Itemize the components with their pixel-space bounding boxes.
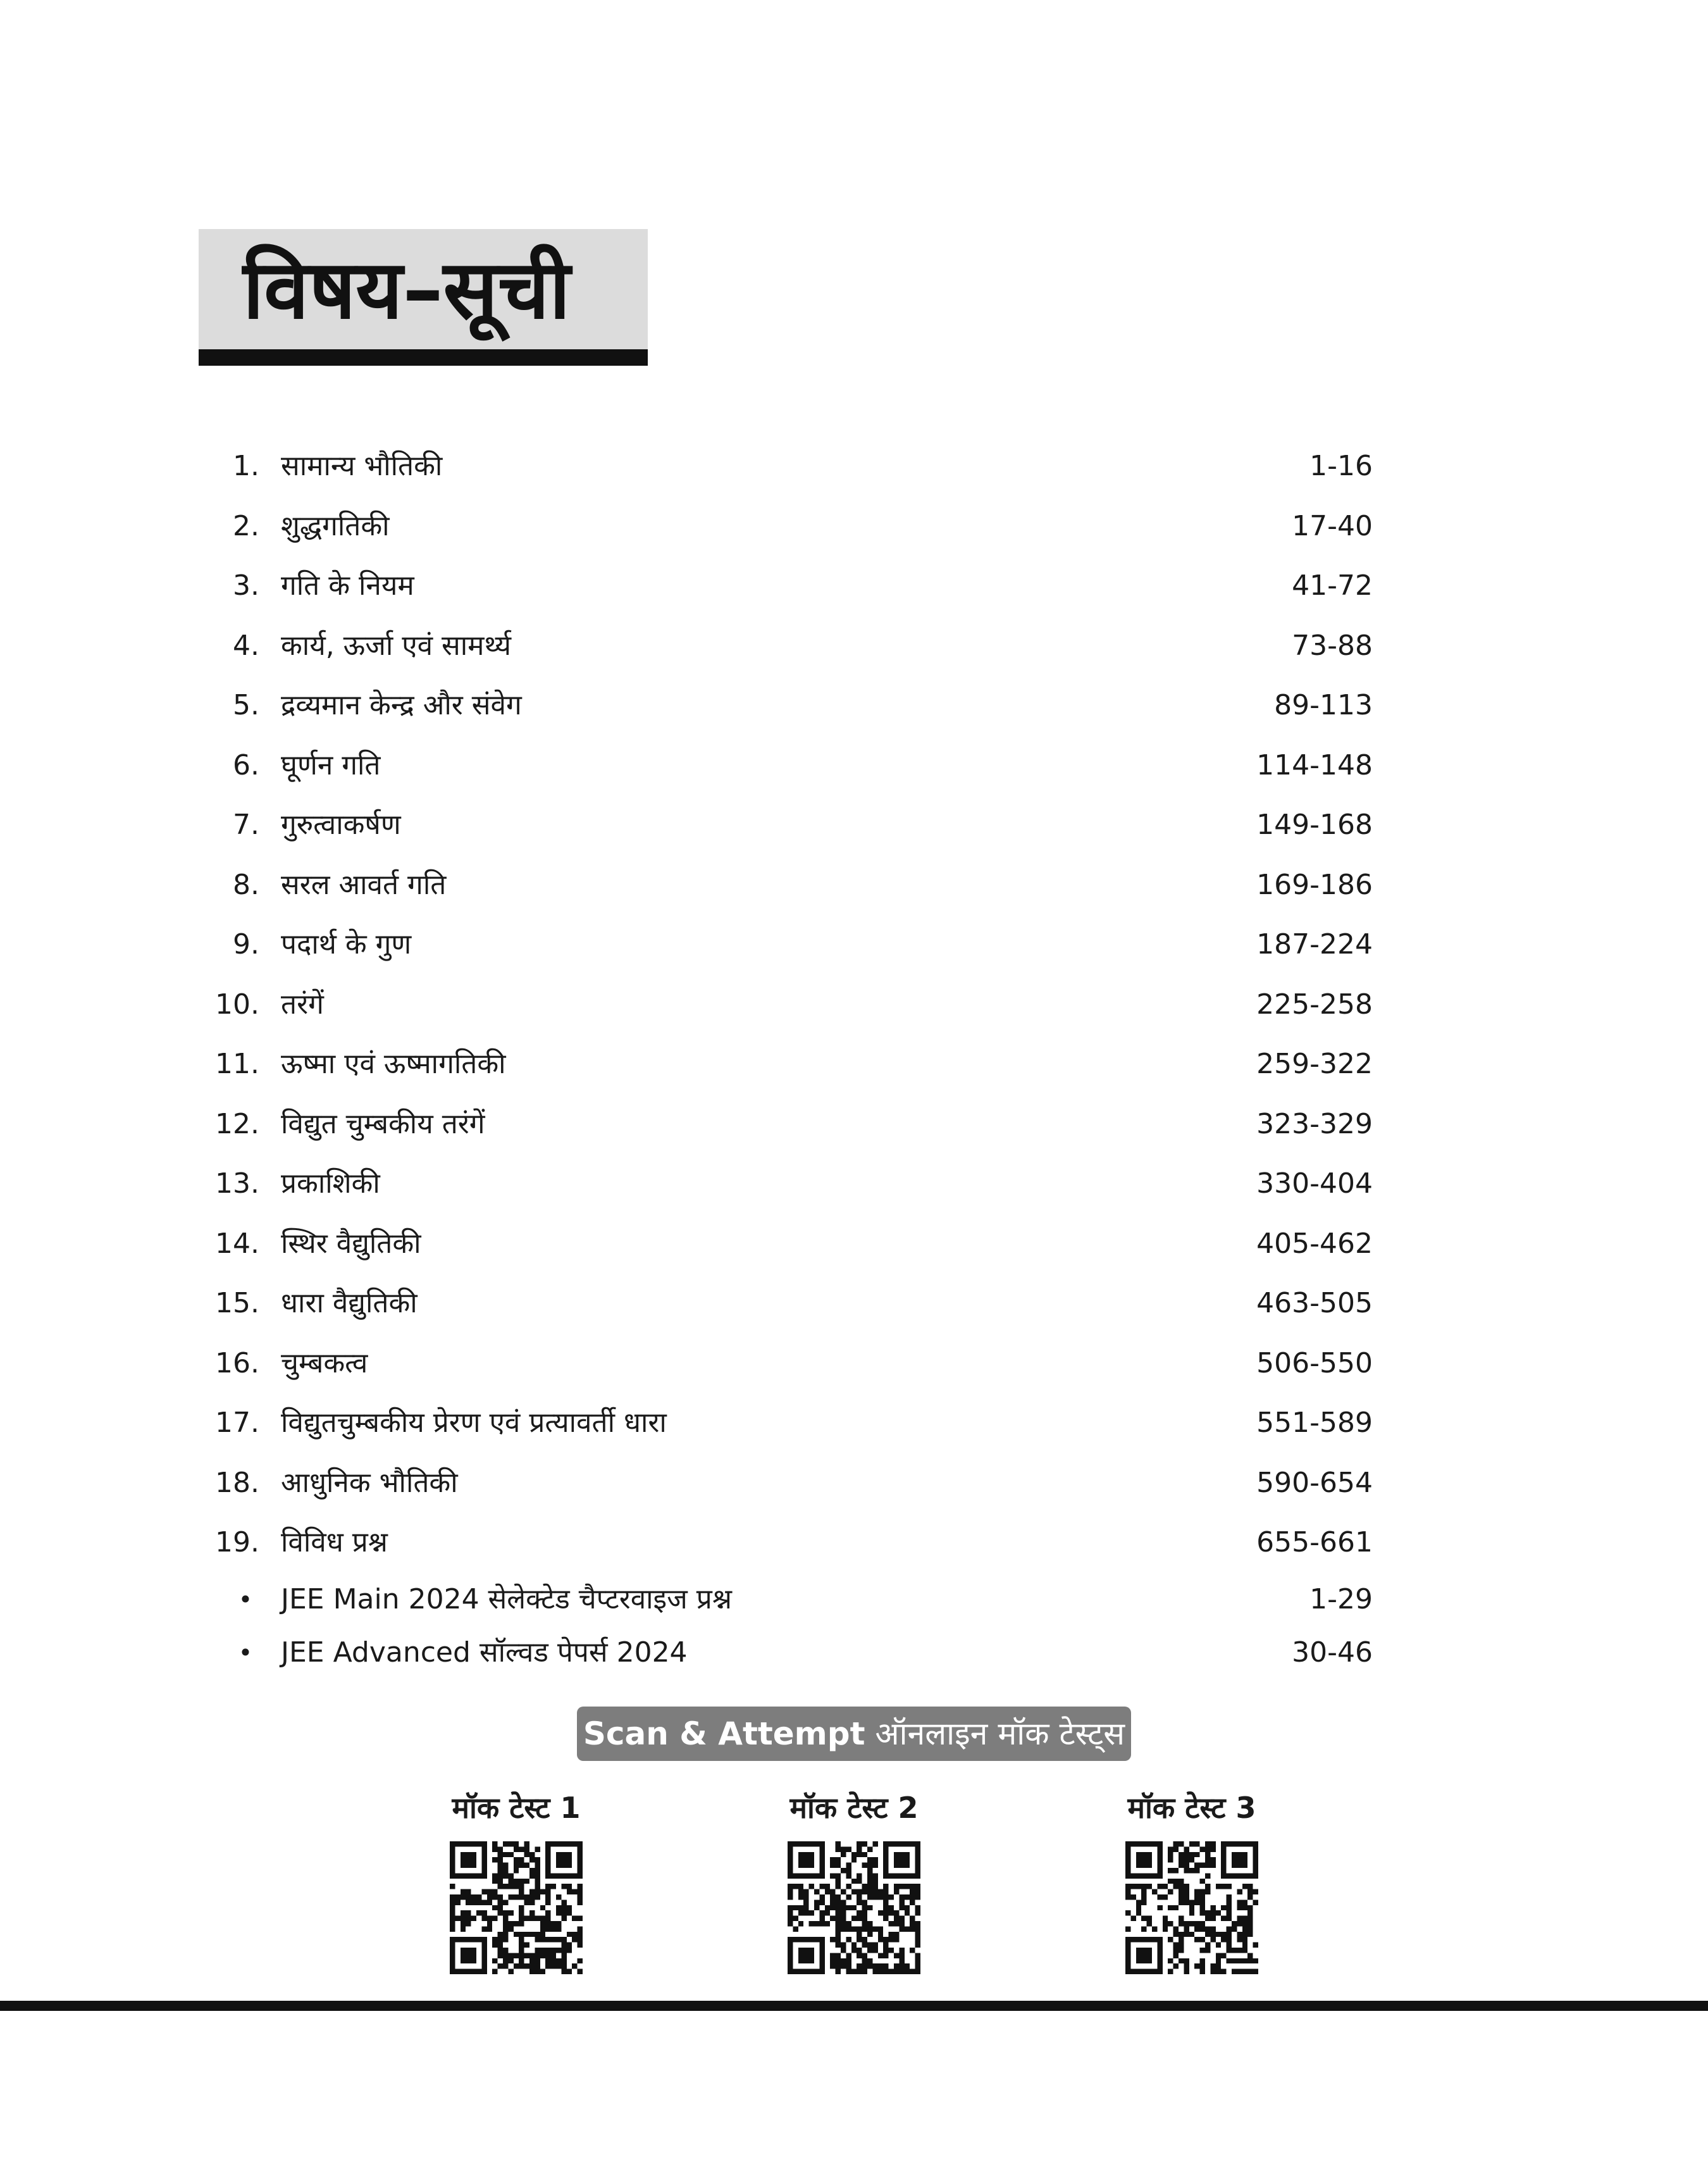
banner-hindi: ऑनलाइन मॉक टेस्ट्स [875,1715,1125,1752]
toc-number: 7. [233,809,259,841]
toc-title: आधुनिक भौतिकी [281,1466,458,1499]
toc-pages: 1-16 [1309,450,1373,482]
toc-row-13[interactable] [209,1154,1373,1214]
toc-title: तरंगें [281,988,324,1021]
toc-number: 17. [215,1407,259,1439]
toc-title: विविध प्रश्न [281,1526,388,1558]
toc-row-11[interactable] [209,1035,1373,1095]
bullet-icon: • [238,1638,253,1667]
toc-pages: 259-322 [1256,1048,1373,1080]
toc-title: घूर्णन गति [281,749,381,781]
page-title: विषय–सूची [243,243,571,337]
toc-row-14[interactable] [209,1214,1373,1274]
toc-title: द्रव्यमान केन्द्र और संवेग [281,689,522,721]
toc-pages: 187-224 [1256,928,1373,961]
toc-pages: 30-46 [1292,1636,1373,1669]
toc-title: पदार्थ के गुण [281,928,412,961]
title-box [199,229,648,366]
toc-pages: 17-40 [1292,509,1373,542]
toc-number: 19. [215,1526,259,1558]
toc-number: 8. [233,868,259,901]
toc-row-5[interactable] [209,676,1373,736]
toc-title: चुम्बकत्व [281,1346,368,1379]
mock-test-label: मॉक टेस्ट 1 [452,1791,581,1825]
toc-pages: 73-88 [1292,629,1373,662]
toc-pages: 323-329 [1256,1107,1373,1140]
mock-test-label: मॉक टेस्ट 2 [789,1791,919,1825]
toc-pages: 655-661 [1256,1526,1373,1558]
toc-row-6[interactable] [209,736,1373,796]
mock-test-3[interactable] [1110,1786,1274,1974]
scan-attempt-banner [577,1707,1131,1761]
toc-number: 18. [215,1466,259,1499]
mock-test-1[interactable] [434,1786,598,1974]
toc-row-17[interactable] [209,1393,1373,1453]
toc-number: 12. [215,1107,259,1140]
qr-code-icon[interactable] [450,1841,583,1974]
toc-title: सामान्य भौतिकी [281,450,443,482]
toc-title: सरल आवर्त गति [281,868,447,901]
table-of-contents [209,437,1373,1679]
toc-row-12[interactable] [209,1095,1373,1155]
toc-pages: 114-148 [1256,749,1373,781]
toc-title: विद्युतचुम्बकीय प्रेरण एवं प्रत्यावर्ती धारा [281,1407,667,1439]
toc-row-2[interactable] [209,497,1373,557]
toc-number: 14. [215,1227,259,1260]
toc-title: धारा वैद्युतिकी [281,1287,418,1319]
toc-pages: 551-589 [1256,1407,1373,1439]
toc-row-3[interactable] [209,556,1373,616]
toc-title: शुद्धगतिकी [281,509,390,542]
toc-title: गुरुत्वाकर्षण [281,809,401,841]
toc-pages: 149-168 [1256,809,1373,841]
toc-row-8[interactable] [209,855,1373,916]
toc-title: प्रकाशिकी [281,1167,380,1200]
toc-row-7[interactable] [209,795,1373,855]
mock-test-2[interactable] [772,1786,936,1974]
bullet-icon: • [238,1585,253,1614]
toc-pages: 506-550 [1256,1346,1373,1379]
toc-pages: 405-462 [1256,1227,1373,1260]
toc-row-19[interactable] [209,1513,1373,1573]
toc-title: कार्य, ऊर्जा एवं सामर्थ्य [281,629,511,662]
mock-test-label: मॉक टेस्ट 3 [1127,1791,1256,1825]
toc-row-9[interactable] [209,915,1373,975]
toc-title: ऊष्मा एवं ऊष्मागतिकी [281,1048,506,1080]
toc-pages: 463-505 [1256,1287,1373,1319]
toc-pages: 330-404 [1256,1167,1373,1200]
toc-extra-jee-advanced[interactable] [209,1626,1373,1679]
toc-row-10[interactable] [209,975,1373,1035]
toc-pages: 590-654 [1256,1466,1373,1499]
toc-row-15[interactable] [209,1274,1373,1334]
toc-extra-jee-main[interactable] [209,1573,1373,1626]
toc-title: JEE Advanced सॉल्वड पेपर्स 2024 [281,1636,688,1669]
toc-number: 9. [233,928,259,961]
toc-number: 15. [215,1287,259,1319]
bottom-rule [0,2001,1708,2011]
toc-number: 11. [215,1048,259,1080]
toc-number: 2. [233,509,259,542]
toc-number: 1. [233,450,259,482]
toc-number: 5. [233,689,259,721]
toc-title: स्थिर वैद्युतिकी [281,1227,421,1260]
banner-english: Scan & Attempt [583,1715,865,1752]
toc-number: 3. [233,569,259,602]
qr-code-icon[interactable] [788,1841,920,1974]
toc-number: 16. [215,1346,259,1379]
toc-pages: 41-72 [1292,569,1373,602]
toc-row-4[interactable] [209,616,1373,676]
toc-pages: 225-258 [1256,988,1373,1021]
toc-pages: 1-29 [1309,1583,1373,1615]
toc-row-16[interactable] [209,1334,1373,1394]
qr-code-icon[interactable] [1125,1841,1258,1974]
toc-row-18[interactable] [209,1453,1373,1514]
toc-number: 13. [215,1167,259,1200]
toc-title: विद्युत चुम्बकीय तरंगें [281,1107,485,1140]
toc-row-1[interactable] [209,437,1373,497]
toc-pages: 169-186 [1256,868,1373,901]
toc-number: 4. [233,629,259,662]
toc-number: 6. [233,749,259,781]
toc-title: JEE Main 2024 सेलेक्टेड चैप्टरवाइज प्रश्न [281,1583,732,1615]
toc-title: गति के नियम [281,569,414,602]
toc-number: 10. [215,988,259,1021]
toc-pages: 89-113 [1274,689,1373,721]
